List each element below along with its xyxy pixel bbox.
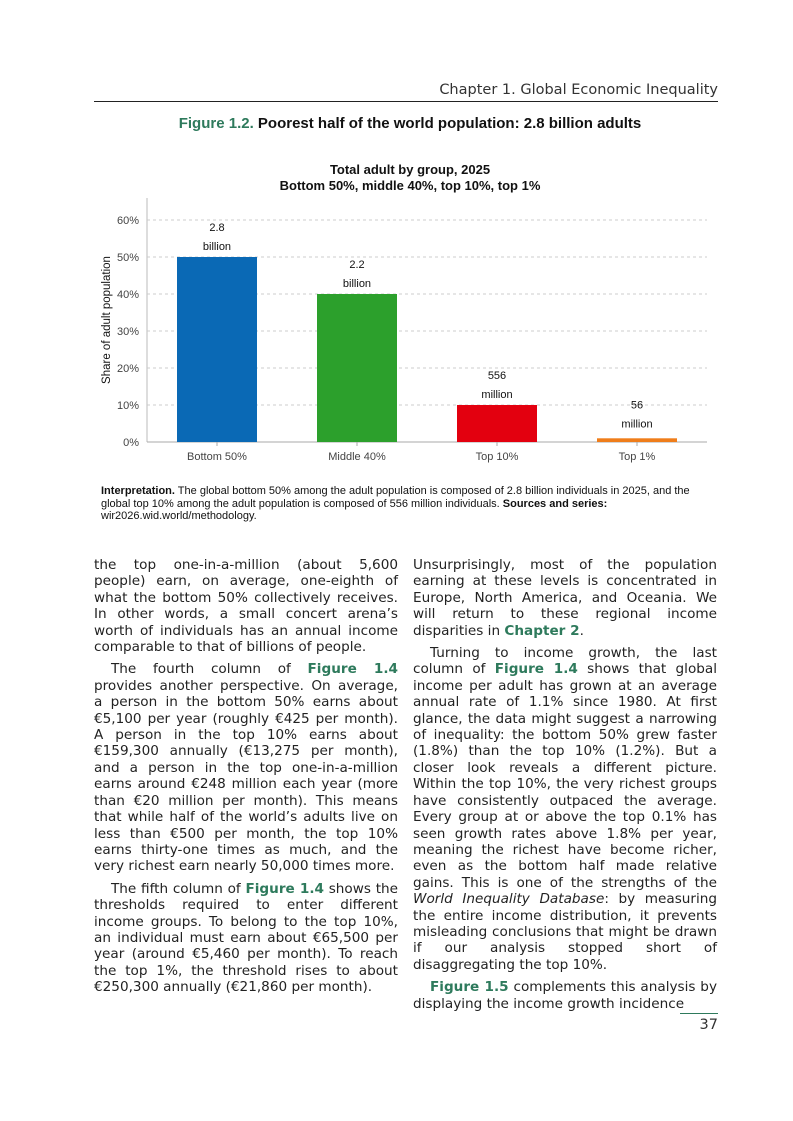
y-tick-label: 60%: [116, 215, 139, 227]
data-label: 56: [630, 399, 644, 412]
cross-reference-link[interactable]: Figure 1.4: [245, 880, 324, 897]
data-label: billion: [202, 241, 232, 253]
figure-title-text: Poorest half of the world population: 2.8 billion adults: [257, 115, 642, 132]
cross-reference-link[interactable]: Figure 1.4: [494, 661, 578, 678]
y-tick-label: 40%: [116, 289, 139, 301]
text-run: shows the thresholds required to enter different income groups. To belong to the top 10%, an individual must earn about €65,500 per year (around €5,460 per month). To reach the top 1%, the threshold rises to about €250,300 annually (€21,860 per month).: [94, 880, 398, 996]
text-run: shows that global income per adult has grown at an average annual rate of 1.1% since 1980. At first glance, the data might suggest a narrowing of inequality: the bottom 50% grew faster (1.8%) than the top 10% (1.2%). But a closer look reveals a different picture. Within the top 10%, the very richest groups have consistently outpaced the average. Every group at or above the top 0.1% has seen growth rates above 1.8% per year, meaning the richest have become richer, even as the bottom half made relative gains. This is one of the strengths of the: [413, 661, 717, 891]
right-column: [413, 557, 717, 1018]
text-run: World Inequality Database: [413, 891, 605, 908]
data-label: billion: [342, 278, 372, 290]
bar-top-10-: [457, 405, 537, 442]
text-run: The fifth column of: [111, 880, 246, 897]
y-axis-label: Share of adult population: [101, 256, 113, 384]
page-number: 37: [699, 1017, 718, 1033]
paragraph: [94, 557, 398, 655]
interpretation-text: The global bottom 50% among the adult population is composed of 2.8 billion individuals in 2025, and the global top 10% among the adult population is composed of 556 million individuals.: [101, 485, 690, 510]
y-tick-label: 50%: [116, 252, 139, 264]
interpretation-label: Interpretation.: [101, 485, 175, 497]
text-run: The fourth column of: [111, 661, 308, 678]
interpretation-note: [101, 485, 711, 523]
paragraph: [94, 661, 398, 874]
data-label: 2.8: [209, 222, 225, 234]
sources-label: Sources and series:: [502, 497, 608, 510]
chart-subtitle: Bottom 50%, middle 40%, top 10%, top 1%: [279, 178, 541, 193]
x-tick-label: Top 1%: [618, 451, 656, 463]
text-run: .: [579, 622, 584, 639]
chart-title-line1: Total adult by group, 2025: [329, 162, 491, 177]
paragraph: [413, 979, 717, 1012]
text-run: complements this analysis by displaying the income growth incidence: [413, 979, 717, 1012]
left-column: [94, 557, 398, 1002]
sources-text: wir2026.wid.world/methodology.: [101, 510, 257, 522]
paragraph: [413, 557, 717, 639]
data-label: 556: [487, 370, 507, 382]
bar-top-1-: [597, 438, 677, 442]
cross-reference-link[interactable]: Figure 1.5: [430, 979, 509, 996]
x-tick-label: Middle 40%: [328, 451, 386, 463]
y-tick-label: 0%: [123, 437, 139, 449]
y-tick-label: 30%: [116, 326, 139, 338]
page-number-rule: [680, 1013, 718, 1014]
text-run: Turning to income growth, the last column of: [413, 645, 717, 678]
cross-reference-link[interactable]: Figure 1.4: [307, 661, 398, 678]
text-run: provides another perspective. On average, a person in the bottom 50% earns about €5,100 per year (roughly €425 per month). A person in the top 10% earns about €159,300 annually (€13,275 per month), and a person in the top one-in-a-million earns around €248 million each year (more than €20 million per month). This means that while half of the world’s adults live on less than €500 per month, the top 10% earns thirty-one times as much, and the very richest earn nearly 50,000 times more.: [94, 677, 398, 875]
x-tick-label: Top 10%: [475, 451, 519, 463]
running-header: Chapter 1. Global Economic Inequality: [439, 82, 718, 98]
y-tick-label: 10%: [116, 400, 139, 412]
text-run: the top one-in-a-million (about 5,600 people) earn, on average, one-eighth of what the bottom 50% collectively receives. In other words, a small concert arena’s worth of individuals has an annual income comparable to that of billions of people.: [94, 557, 398, 656]
data-label: 2.2: [349, 259, 365, 271]
bar-bottom-50-: [177, 257, 257, 442]
bar-chart: [0, 0, 793, 480]
figure-number: Figure 1.2.: [178, 115, 254, 132]
text-run: : by measuring the entire income distribution, it prevents misleading conclusions that might be drawn if our analysis stopped short of disaggregating the top 10%.: [413, 891, 718, 973]
cross-reference-link[interactable]: Chapter 2: [504, 622, 580, 639]
data-label: million: [621, 418, 653, 431]
bar-middle-40-: [317, 294, 397, 442]
y-tick-label: 20%: [116, 363, 139, 375]
x-tick-label: Bottom 50%: [187, 451, 247, 463]
text-run: Unsurprisingly, most of the population earning at these levels is concentrated in Europe, North America, and Oceania. We will return to these regional income disparities in: [413, 557, 717, 639]
paragraph: [94, 881, 398, 996]
data-label: million: [481, 389, 513, 401]
paragraph: [413, 645, 717, 973]
